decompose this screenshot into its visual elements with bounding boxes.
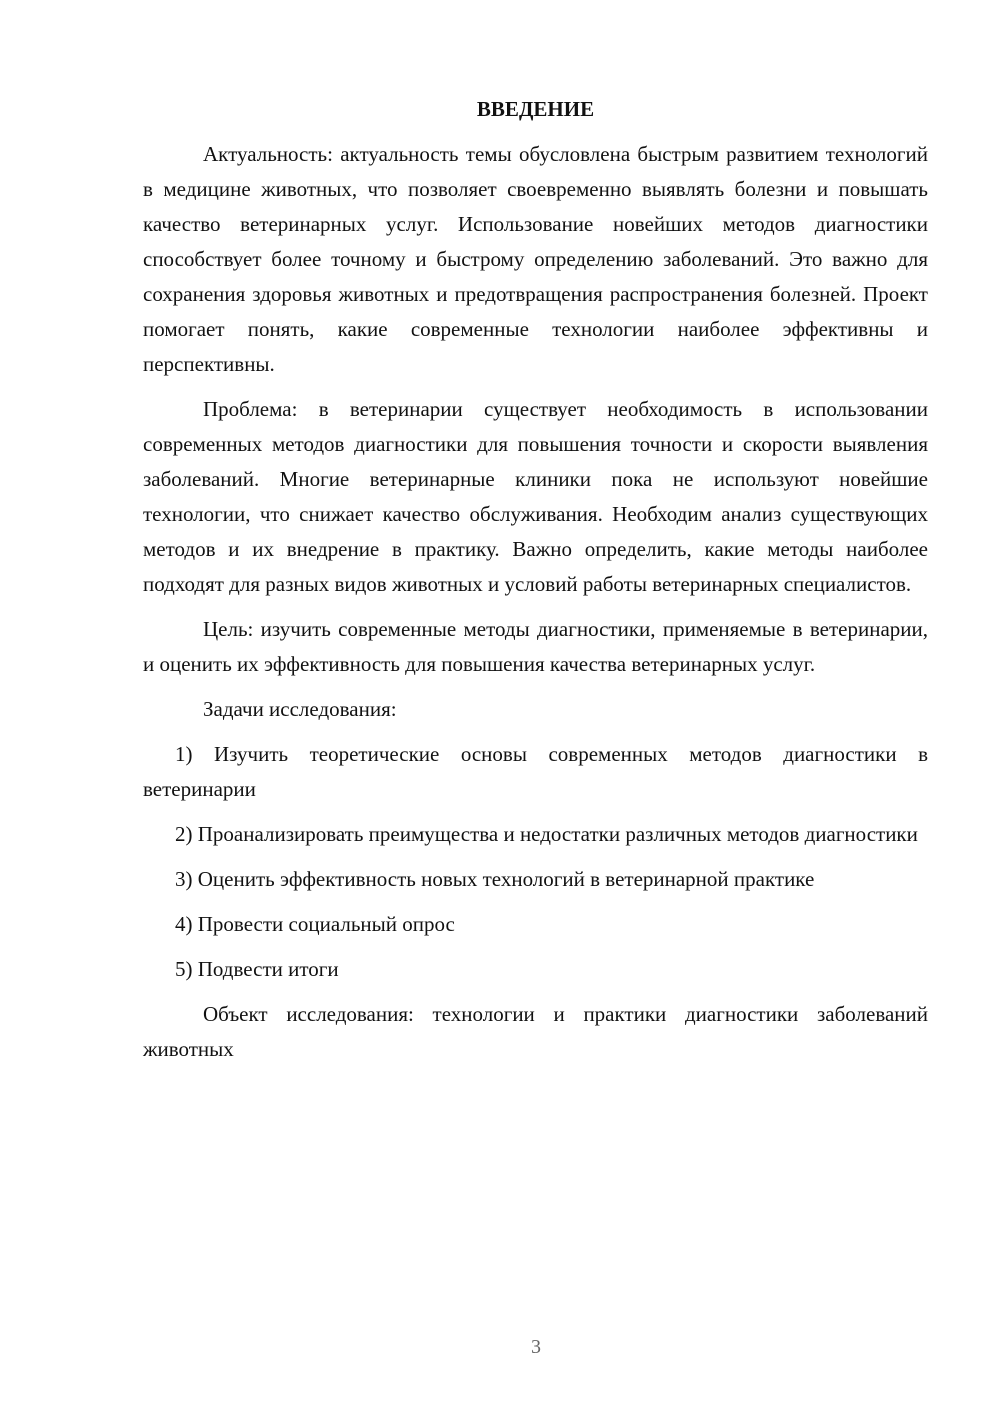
section-title: ВВЕДЕНИЕ [476,97,595,121]
document-page [143,92,928,1077]
task-item: 4) Провести социальный опрос [175,912,455,936]
paragraph-relevance: Актуальность: актуальность темы обусловлена быстрым развитием технологий в медицине животных, что позволяет своевременно выявлять болезни и повышать качество ветеринарных услуг. Использование новейших методов диагностики способствует более точному и быстрому определению заболеваний. Это важно для сохранения здоровья животных и предотвращения распространения болезней. Проект помогает понять, какие современные технологии наиболее эффективны и перспективны. [143,142,928,376]
task-item: 3) Оценить эффективность новых технологий в ветеринарной практике [175,867,815,891]
page-number: 3 [531,1336,541,1358]
paragraph-object: Объект исследования: технологии и практики диагностики заболеваний животных [143,1002,928,1061]
task-item: 5) Подвести итоги [175,957,339,981]
task-item: 1) Изучить теоретические основы современных методов диагностики в ветеринарии [143,742,928,801]
paragraph-problem: Проблема: в ветеринарии существует необходимость в использовании современных методов диагностики для повышения точности и скорости выявления заболеваний. Многие ветеринарные клиники пока не используют новейшие технологии, что снижает качество обслуживания. Необходим анализ существующих методов и их внедрение в практику. Важно определить, какие методы наиболее подходят для разных видов животных и условий работы ветеринарных специалистов. [143,397,928,596]
tasks-heading: Задачи исследования: [203,697,397,721]
paragraph-goal: Цель: изучить современные методы диагностики, применяемые в ветеринарии, и оценить их эффективность для повышения качества ветеринарных услуг. [143,617,928,676]
task-item: 2) Проанализировать преимущества и недостатки различных методов диагностики [175,822,918,846]
